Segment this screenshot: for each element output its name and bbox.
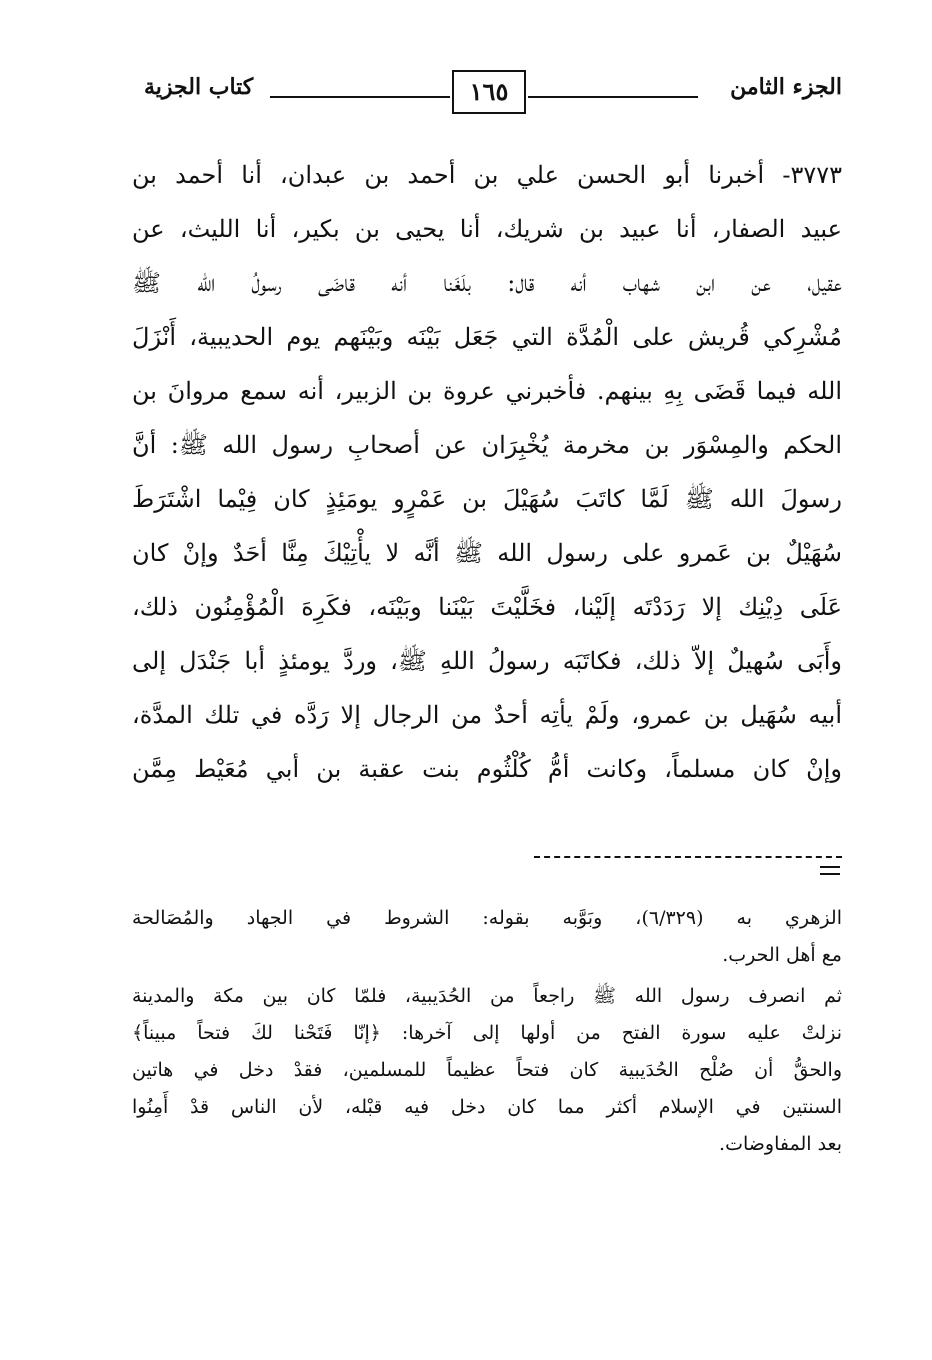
footnote-line: مع أهل الحرب. bbox=[722, 944, 842, 966]
footnote-line: الزهري به (٦/٣٢٩)، وبَوَّبه بقوله: الشروط في الجهاد والمُصَالحة bbox=[132, 907, 842, 929]
footnotes bbox=[132, 900, 842, 1163]
page-header bbox=[130, 66, 842, 120]
header-rule-right bbox=[528, 96, 698, 98]
book-title: كتاب الجزية bbox=[144, 74, 254, 100]
page-number: ١٦٥ bbox=[452, 70, 526, 114]
footnote-line: ثم انصرف رسول الله ﷺ راجعاً من الحُدَيبية، فلمّا كان بين مكة والمدينة bbox=[132, 985, 842, 1007]
text-line: سُهَيْلٌ بن عَمرو على رسول الله ﷺ أنَّه لا يأْتِيْكَ مِنَّا أحَدٌ وإنْ كان bbox=[132, 539, 842, 567]
continuation-mark bbox=[820, 866, 840, 880]
text-line: مُشْرِكي قُريش على الْمُدَّة التي جَعَل بَيْنَه وبَيْنَهم يوم الحديبية، أَنْزَلَ bbox=[132, 323, 842, 351]
header-rule-left bbox=[270, 96, 450, 98]
text-line: عقيل، عن ابن شهاب أنه قال: بلَغَنا أنه قاضَى رسولُ الله ﷺ bbox=[132, 269, 842, 297]
text-line: عبيد الصفار، أنا عبيد بن شريك، أنا يحيى بن بكير، أنا الليث، عن bbox=[132, 215, 842, 243]
footnote-line: بعد المفاوضات. bbox=[719, 1133, 842, 1155]
volume-label: الجزء الثامن bbox=[730, 74, 842, 100]
text-line: ٣٧٧٣- أخبرنا أبو الحسن علي بن أحمد بن عبدان، أنا أحمد بن bbox=[132, 161, 842, 189]
text-line: أبيه سُهَيل بن عمرو، ولَمْ يأتِه أحدٌ من الرجال إلا رَدَّه في تلك المدَّة، bbox=[132, 701, 842, 729]
text-line: وأَبَى سُهيلٌ إلاّ ذلك، فكاتَبَه رسولُ اللهِ ﷺ، وردَّ يومئذٍ أبا جَنْدَل إلى bbox=[132, 647, 842, 675]
text-line: وإنْ كان مسلماً، وكانت أمُّ كُلْثُوم بنت عقبة بن أبي مُعَيْط مِمَّن bbox=[132, 755, 842, 783]
footnote-separator bbox=[534, 856, 842, 858]
text-line: عَلَى دِيْنِك إلا رَدَدْتَه إلَيْنا، فخَلَّيْتَ بَيْنَنا وبَيْنَه، فكَرِهَ الْمُؤْمِنُون ذلك، bbox=[132, 593, 842, 621]
footnote-line: السنتين في الإسلام أكثر مما كان دخل فيه قبْله، لأن الناس قدْ أَمِنُوا bbox=[132, 1096, 842, 1118]
main-text bbox=[132, 148, 842, 796]
footnote-line: والحقُّ أن صُلْح الحُدَيبية كان فتحاً عظيماً للمسلمين، فقدْ دخل في هاتين bbox=[132, 1059, 842, 1081]
text-line: رسولَ الله ﷺ لَمَّا كاتَبَ سُهَيْلَ بن عَمْرٍو يومَئِذٍ كان فِيْما اشْتَرَطَ bbox=[132, 485, 842, 513]
text-line: الحكم والمِسْوَر بن مخرمة يُخْبِرَان عن أصحابِ رسول الله ﷺ: أنَّ bbox=[132, 431, 842, 459]
footnote-line: نزلتْ عليه سورة الفتح من أولها إلى آخرها: ﴿إنّا فَتَحْنا لكَ فتحاً مبيناً﴾ bbox=[132, 1022, 842, 1044]
text-line: الله فيما قَضَى بِهِ بينهم. فأخبرني عروة بن الزبير، أنه سمع مروانَ بن bbox=[132, 377, 842, 405]
